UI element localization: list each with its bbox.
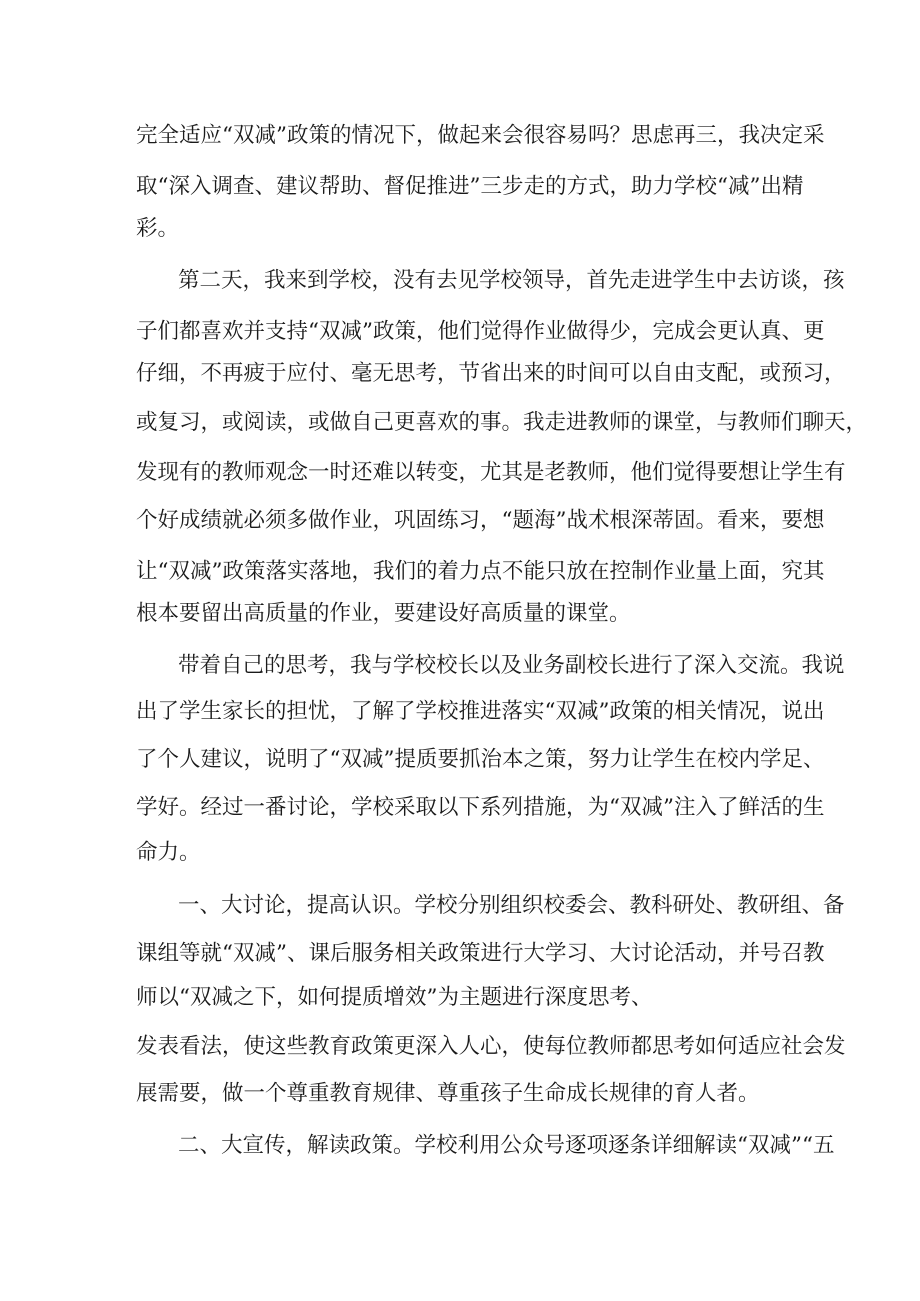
text-line: 根本要留出高质量的作业，要建设好高质量的课堂。	[136, 601, 631, 626]
text-line: 命力。	[136, 840, 201, 865]
text-line: 学好。经过一番讨论，学校采取以下系列措施，为“双减”注入了鲜活的生	[136, 795, 825, 820]
text-line: 彩。	[136, 216, 180, 241]
text-line: 子们都喜欢并支持“双减”政策，他们觉得作业做得少，完成会更认真、更	[136, 319, 825, 344]
text-line: 二、大宣传，解读政策。学校利用公众号逐项逐条详细解读“双减”“五	[178, 1133, 835, 1158]
text-line: 一、大讨论，提高认识。学校分别组织校委会、教科研处、教研组、备	[178, 893, 845, 918]
text-line: 发现有的教师观念一时还难以转变，尤其是老教师，他们觉得要想让学生有	[136, 460, 846, 485]
text-line: 完全适应“双减”政策的情况下，做起来会很容易吗？思虑再三，我决定采	[136, 123, 825, 148]
text-line: 带着自己的思考，我与学校校长以及业务副校长进行了深入交流。我说	[178, 653, 845, 678]
text-line: 出了学生家长的担忧，了解了学校推进落实“双减”政策的相关情况，说出	[136, 699, 825, 724]
text-line: 让“双减”政策落实落地，我们的着力点不能只放在控制作业量上面，究其	[136, 559, 825, 584]
text-line: 仔细，不再疲于应付、毫无思考，节省出来的时间可以自由支配，或预习，	[136, 361, 846, 386]
text-line: 取“深入调查、建议帮助、督促推进”三步走的方式，助力学校“减”出精	[136, 174, 804, 199]
text-line: 第二天，我来到学校，没有去见学校领导，首先走进学生中去访谈，孩	[178, 268, 845, 293]
text-line: 展需要，做一个尊重教育规律、尊重孩子生命成长规律的育人者。	[136, 1081, 760, 1106]
text-line: 个好成绩就必须多做作业，巩固练习，“题海”战术根深蒂固。看来，要想	[136, 508, 825, 533]
text-line: 了个人建议，说明了“双减”提质要抓治本之策，努力让学生在校内学足、	[136, 747, 825, 772]
text-line: 师以“双减之下，如何提质增效”为主题进行深度思考、	[136, 985, 653, 1010]
text-line: 发表看法，使这些教育政策更深入人心，使每位教师都思考如何适应社会发	[136, 1034, 846, 1059]
text-line: 或复习，或阅读，或做自己更喜欢的事。我走进教师的课堂，与教师们聊天，	[136, 410, 868, 435]
text-line: 课组等就“双减”、课后服务相关政策进行大学习、大讨论活动，并号召教	[136, 941, 825, 966]
